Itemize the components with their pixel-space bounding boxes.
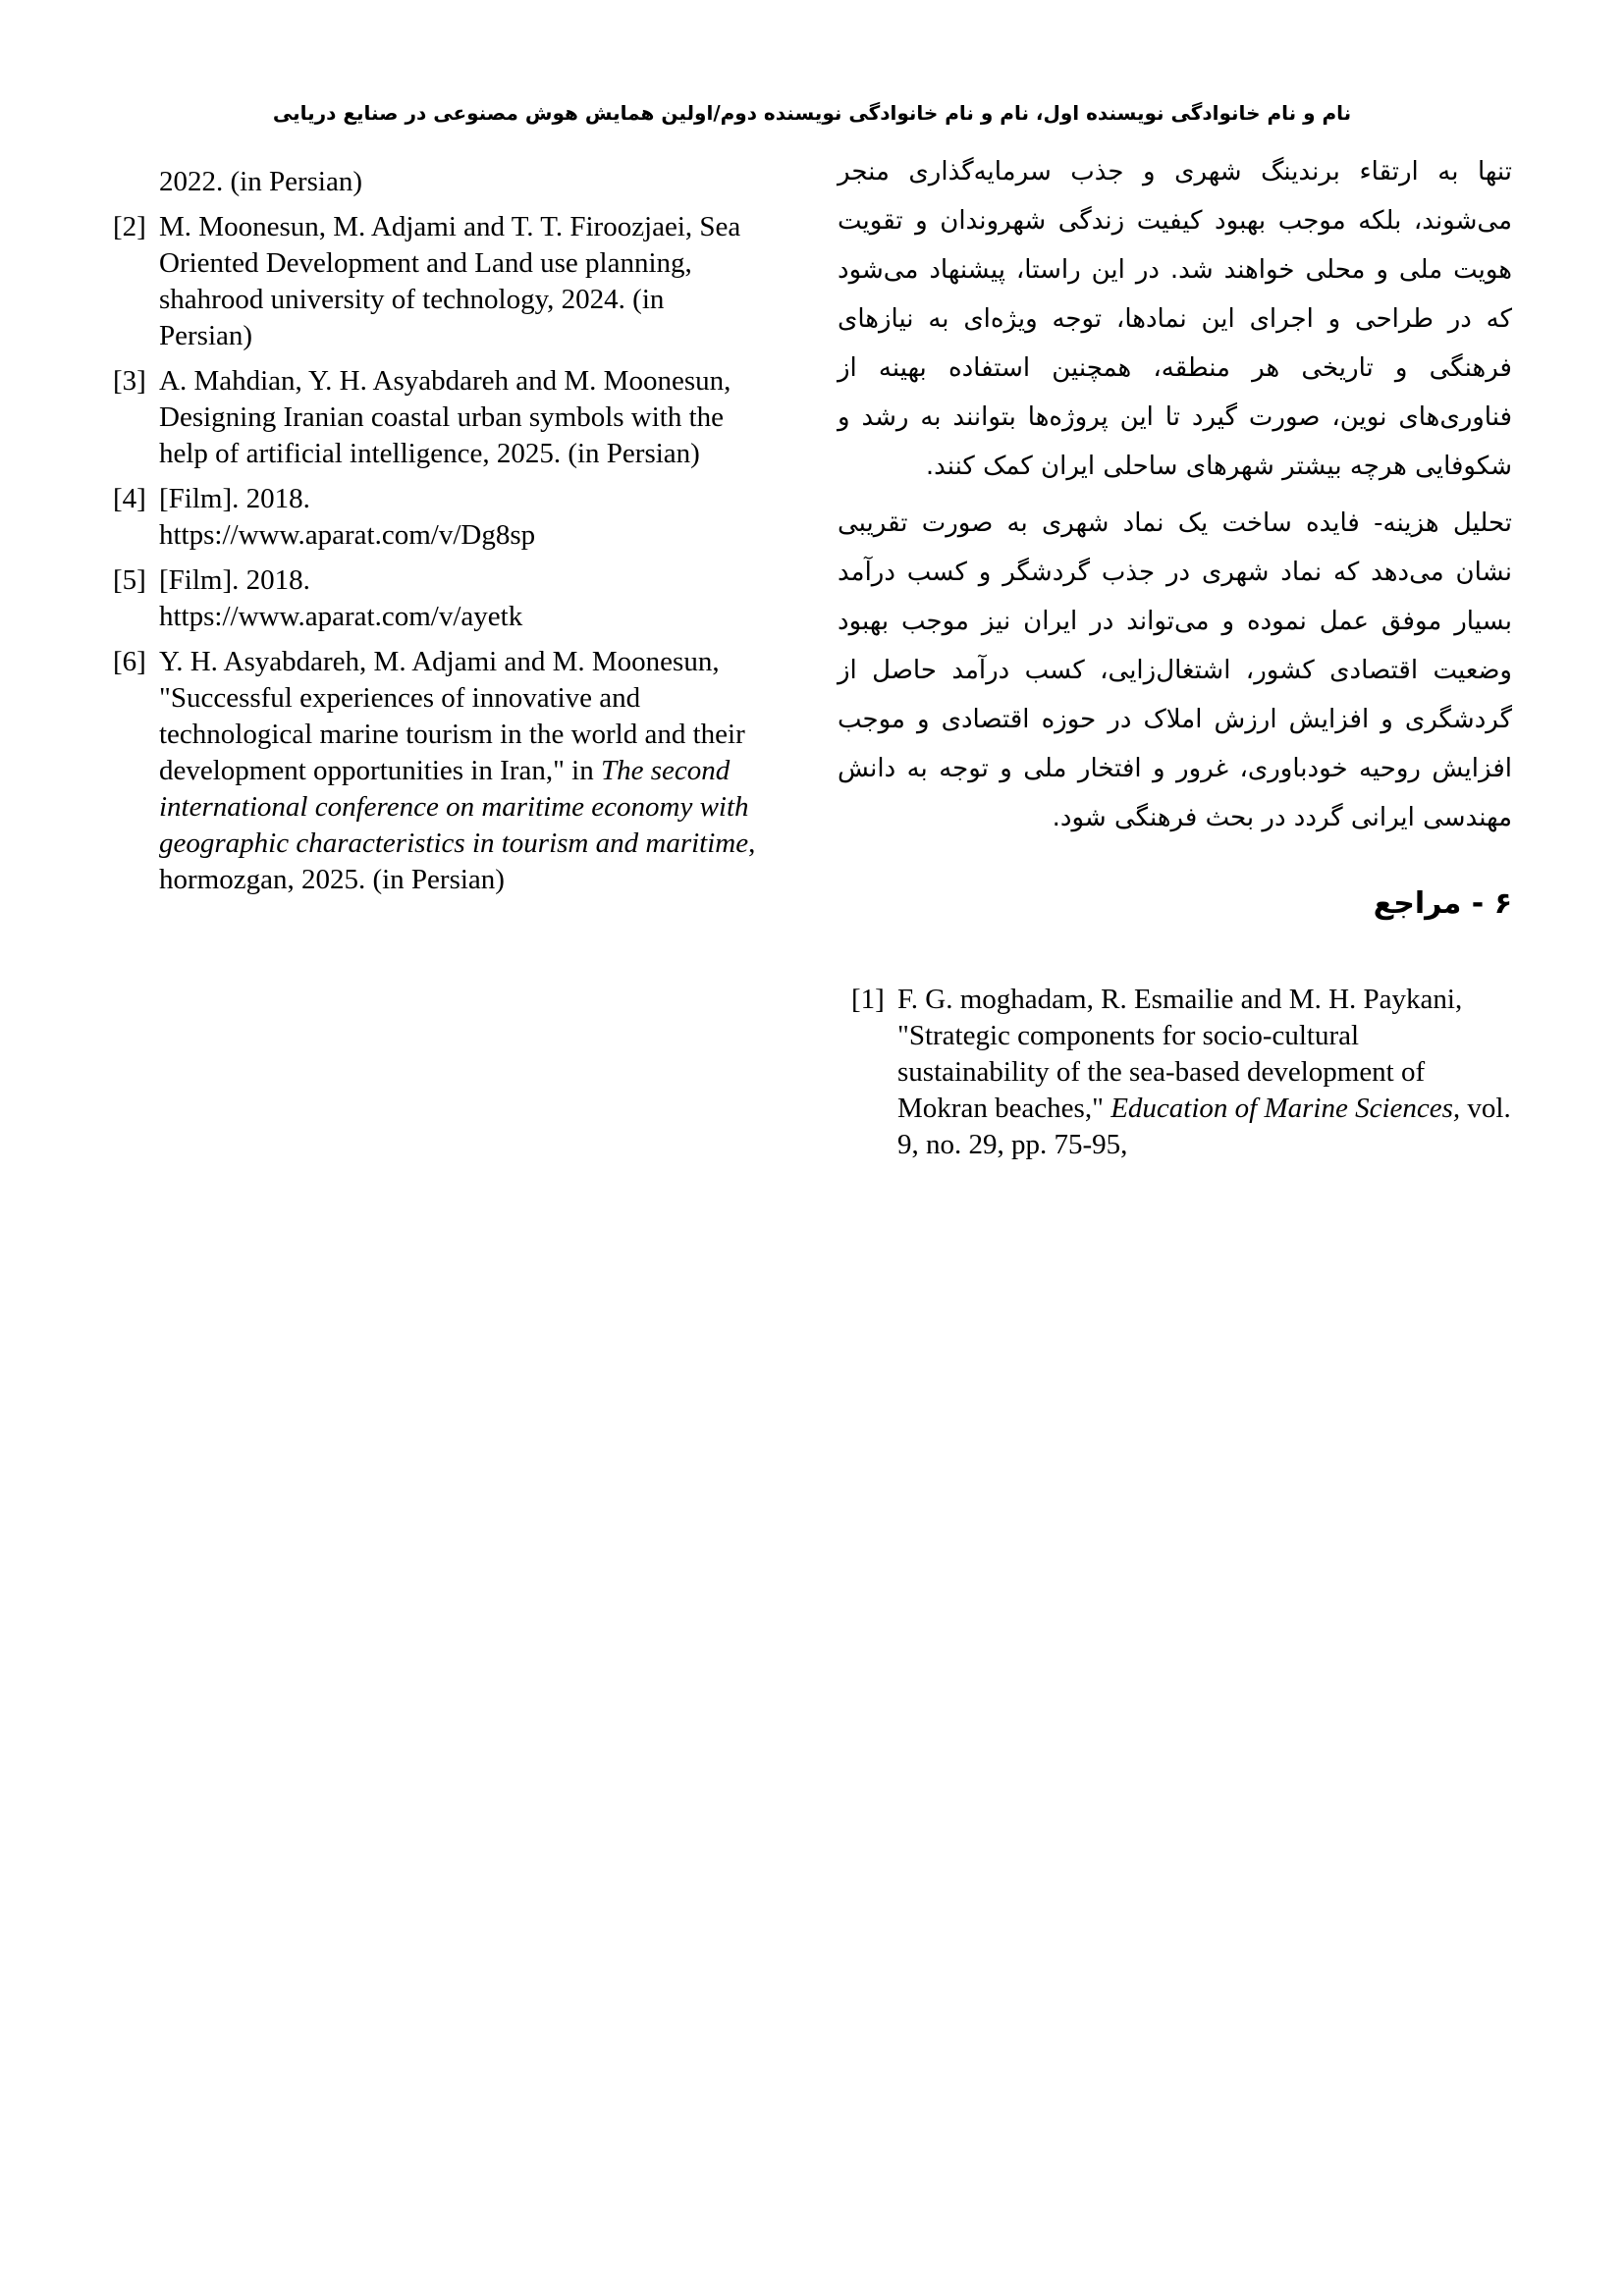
persian-paragraph-1: تنها به ارتقاء برندینگ شهری و جذب سرمایه‌گذاری منجر می‌شوند، بلکه موجب بهبود کیفیت زندگی شهروندان و تقویت هویت ملی و محلی خواهند شد. در این راستا، پیشنهاد می‌شود که در طراحی و اجرای این نمادها، توجه ویژه‌ای به نیازهای فرهنگی و تاریخی هر منطقه، همچنین استفاده بهینه از فناوری‌های نوین، صورت گیرد تا این پروژه‌ها بتوانند به رشد و شکوفایی هرچه بیشتر شهرهای ساحلی ایران کمک کنند.	[838, 157, 1512, 481]
reference-2-marker: [2]	[113, 211, 146, 242]
reference-5-marker: [5]	[113, 564, 146, 596]
reference-4-url: https://www.aparat.com/v/Dg8sp	[159, 519, 536, 551]
reference-5	[113, 562, 763, 635]
references-column-left	[113, 164, 763, 907]
reference-6-text-end: , hormozgan, 2025. (in Persian)	[159, 828, 756, 895]
reference-5-text: [Film]. 2018.	[159, 564, 310, 596]
reference-6-conference-title: The second international conference on maritime economy with geographic characteristics in tourism and maritime	[159, 755, 749, 859]
persian-paragraph-2: تحلیل هزینه- فایده ساخت یک نماد شهری به صورت تقریبی نشان می‌دهد که نماد شهری در جذب گردشگر و کسب درآمد بسیار موفق عمل نموده و می‌تواند در ایران نیز موجب بهبود وضعیت اقتصادی کشور، اشتغال‌زایی، کسب درآمد حاصل از گردشگری و افزایش ارزش املاک در حوزه اقتصادی و موجب افزایش روحیه خودباوری، غرور و افتخار ملی و توجه به دانش مهندسی ایرانی گردد در بحث فرهنگی شود.	[838, 508, 1512, 832]
running-header: نام و نام خانوادگی نویسنده اول، نام و نام خانوادگی نویسنده دوم/اولین همایش هوش مصنوعی در صنایع دریایی	[272, 101, 1352, 125]
reference-2-text: M. Moonesun, M. Adjami and T. T. Firoozjaei, Sea Oriented Development and Land use planning, shahrood university of technology, 2024. (in Persian)	[159, 211, 741, 351]
reference-2	[113, 209, 763, 354]
reference-continuation-text: 2022. (in Persian)	[159, 166, 362, 197]
references-section-heading: ۶ - مراجع	[1373, 886, 1512, 921]
reference-4-text: [Film]. 2018.	[159, 483, 310, 514]
main-column	[838, 147, 1512, 1163]
reference-5-url: https://www.aparat.com/v/ayetk	[159, 601, 523, 632]
reference-1-journal-title: Education of Marine Sciences,	[1110, 1093, 1461, 1124]
reference-6	[113, 644, 763, 898]
reference-6-text-start: Y. H. Asyabdareh, M. Adjami and M. Moonesun, "Successful experiences of innovative and technological marine tourism in the world and their development opportunities in Iran," in	[159, 646, 745, 786]
reference-3-text: A. Mahdian, Y. H. Asyabdareh and M. Moonesun, Designing Iranian coastal urban symbols with the help of artificial intelligence, 2025. (in Persian)	[159, 365, 731, 469]
reference-1-text-end: vol. 9, no. 29, pp. 75-95,	[897, 1093, 1511, 1160]
reference-1-marker: [1]	[851, 984, 885, 1015]
reference-3-marker: [3]	[113, 365, 146, 397]
reference-1	[851, 982, 1512, 1163]
reference-4	[113, 481, 763, 554]
reference-6-marker: [6]	[113, 646, 146, 677]
reference-4-marker: [4]	[113, 483, 146, 514]
reference-1-text-start: F. G. moghadam, R. Esmailie and M. H. Paykani, "Strategic components for socio-cultural sustainability of the sea-based development of Mokran beaches,"	[897, 984, 1463, 1124]
reference-3	[113, 363, 763, 472]
reference-1-continuation	[113, 164, 763, 200]
